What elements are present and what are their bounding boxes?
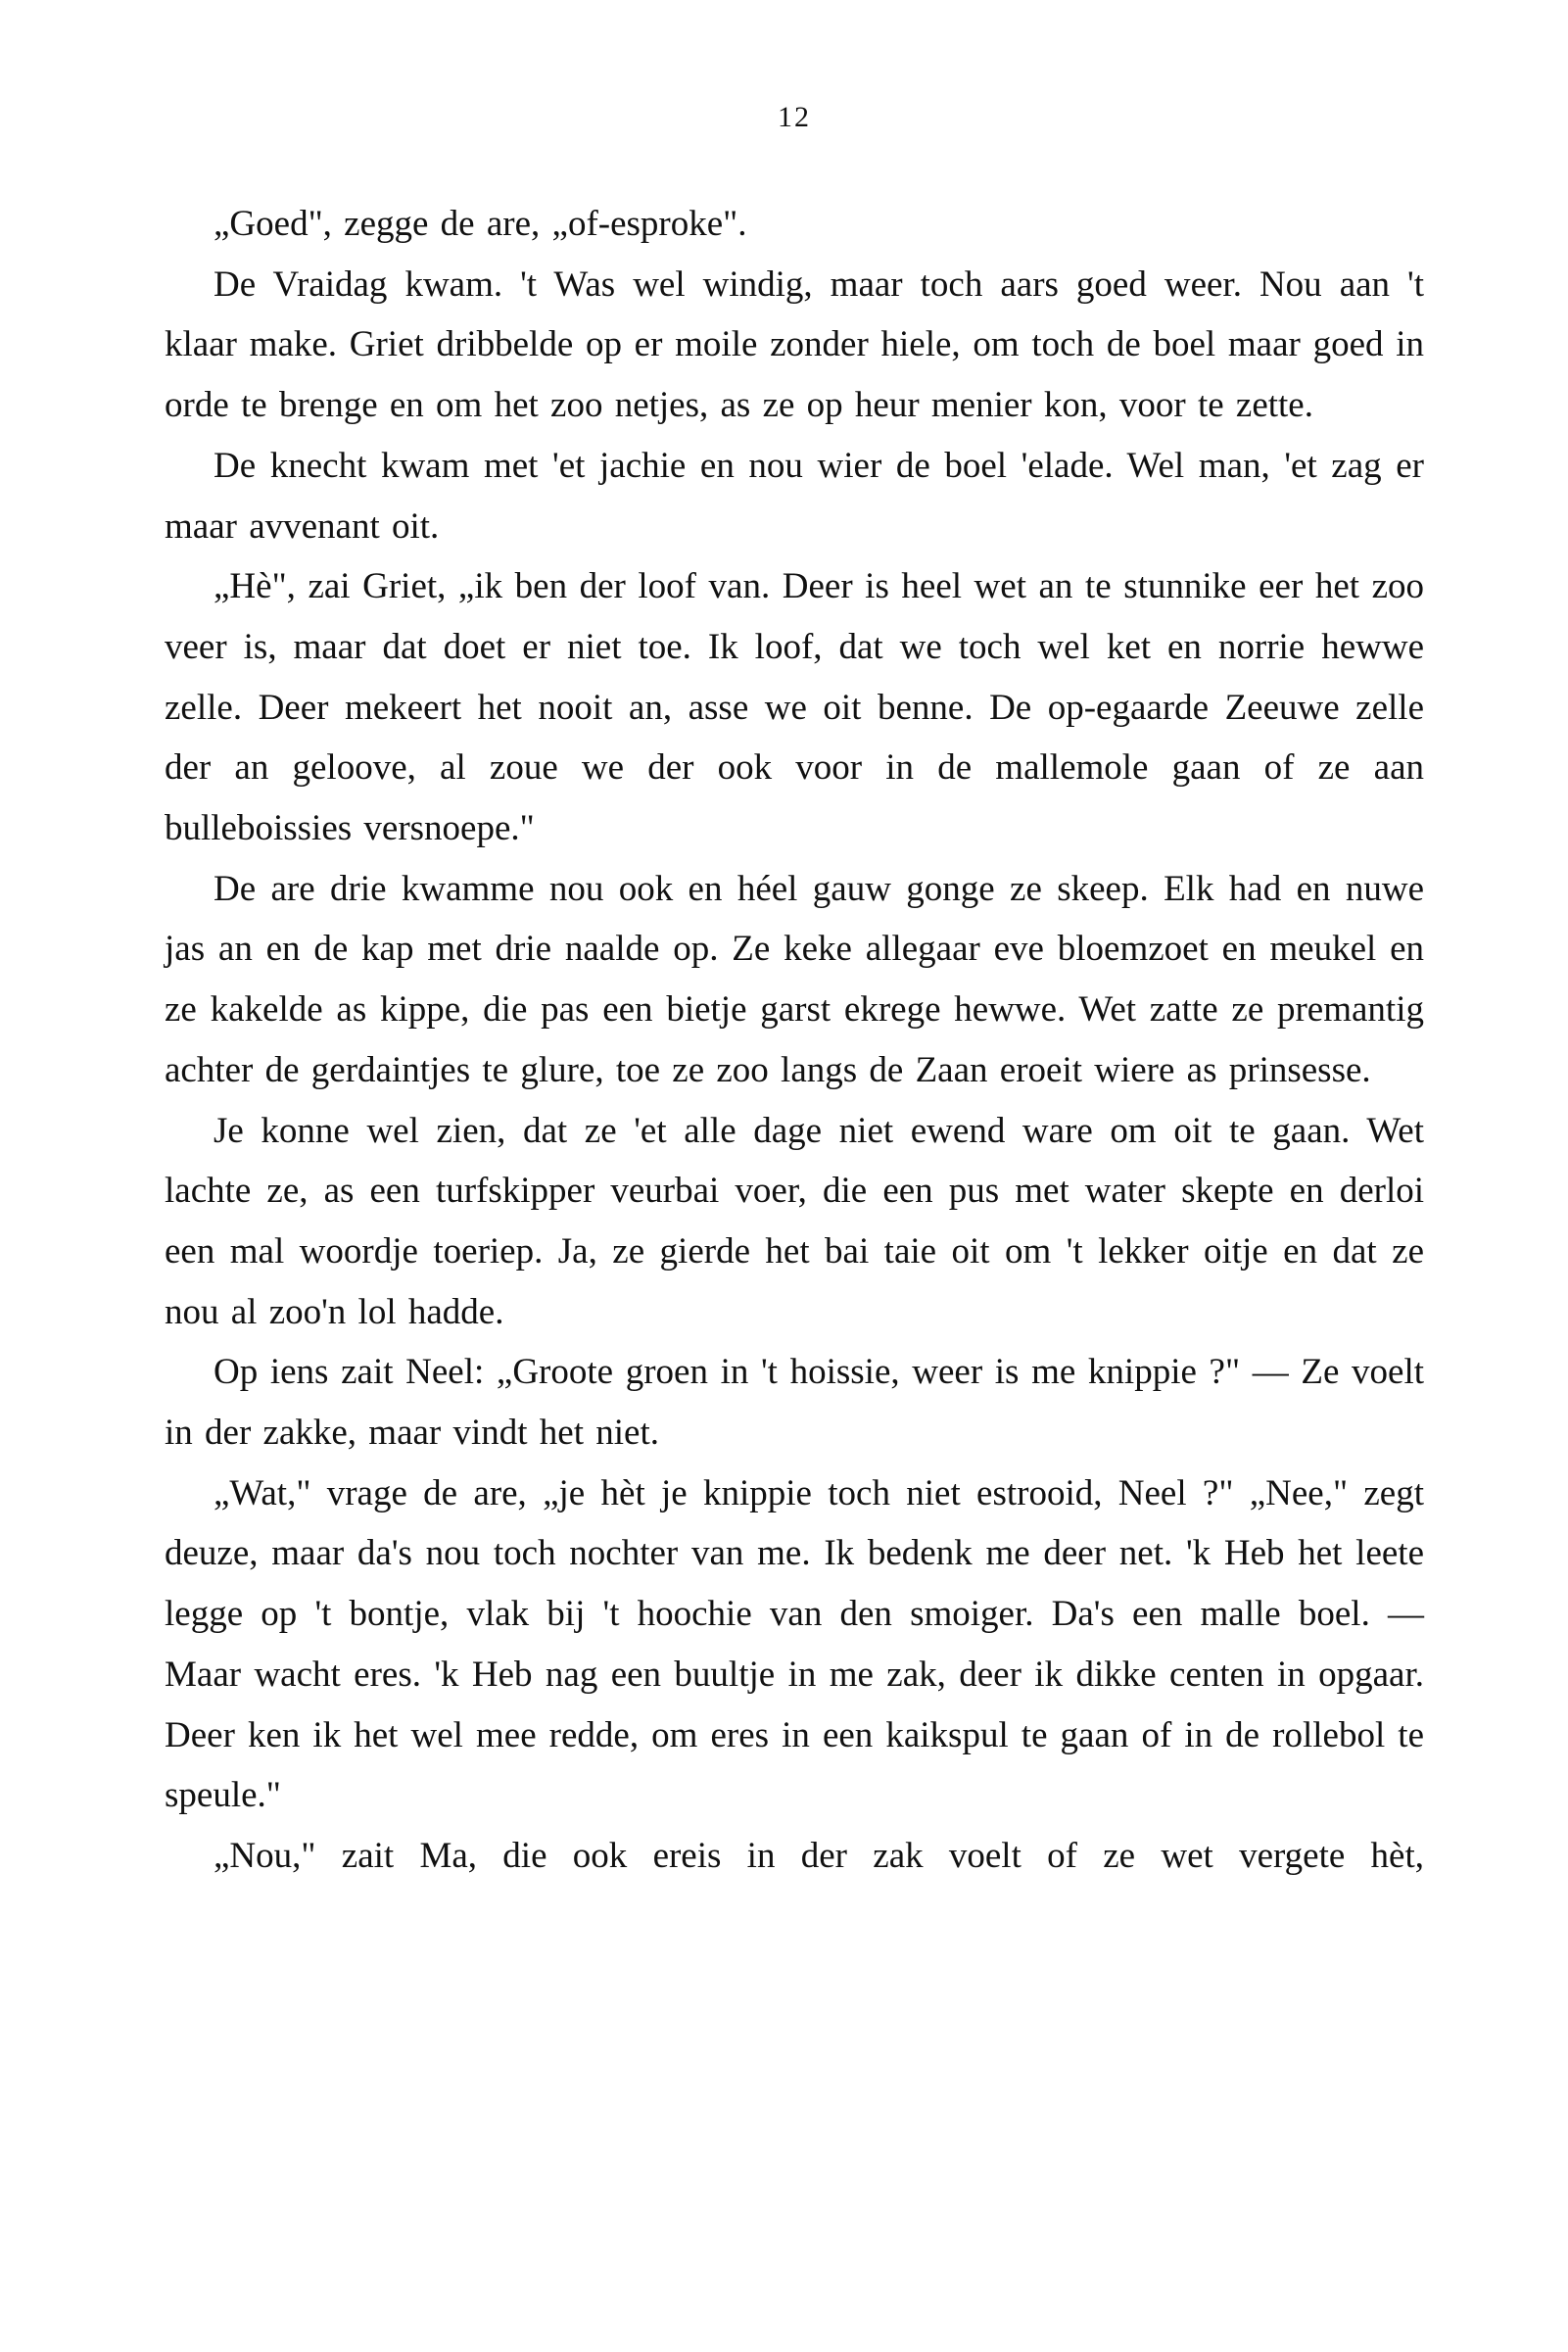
paragraph: „Wat," vrage de are, „je hèt je knippie toch niet estrooid, Neel ?" „Nee," zegt deuze, maar da's nou toch nochter van me. Ik bedenk me deer net. 'k Heb het leete legge op 't bontje, vlak bij 't hoochie van den smoiger. Da's een malle boel. — Maar wacht eres. 'k Heb nag een buultje in me zak, deer ik dikke centen in opgaar. Deer ken ik het wel mee redde, om eres in een kaikspul te gaan of in de rollebol te speule." — [165, 1472, 1424, 1816]
page-number: 12 — [778, 101, 811, 133]
paragraph: De are drie kwamme nou ook en héel gauw gonge ze skeep. Elk had en nuwe jas an en de kap met drie naalde op. Ze keke allegaar eve bloemzoet en meukel en ze kakelde as kippe, die pas een bietje garst ekrege hewwe. Wet zatte ze premantig achter de gerdaintjes te glure, toe ze zoo langs de Zaan eroeit wiere as prinsesse. — [165, 868, 1424, 1090]
paragraph: De knecht kwam met 'et jachie en nou wier de boel 'elade. Wel man, 'et zag er maar avvenant oit. — [165, 445, 1424, 547]
paragraph: „Nou," zait Ma, die ook ereis in der zak voelt of ze wet vergete hèt, — [214, 1835, 1424, 1876]
paragraph: De Vraidag kwam. 't Was wel windig, maar toch aars goed weer. Nou aan 't klaar make. Griet dribbelde op er moile zonder hiele, om toch de boel maar goed in orde te brenge en om het zoo netjes, as ze op heur menier kon, voor te zette. — [165, 264, 1424, 426]
paragraph: Je konne wel zien, dat ze 'et alle dage niet ewend ware om oit te gaan. Wet lachte ze, as een turfskipper veurbai voer, die een pus met water skepte en derloi een mal woordje toeriep. Ja, ze gierde het bai taie oit om 't lekker oitje en dat ze nou al zoo'n lol hadde. — [165, 1110, 1424, 1332]
paragraph: „Goed", zegge de are, „of-esproke". — [214, 204, 747, 244]
book-page — [165, 98, 1424, 1887]
paragraph: Op iens zait Neel: „Groote groen in 't hoissie, weer is me knippie ?" — Ze voelt in der zakke, maar vindt het niet. — [165, 1352, 1424, 1454]
paragraph: „Hè", zai Griet, „ik ben der loof van. Deer is heel wet an te stunnike eer het zoo veer is, maar dat doet er niet toe. Ik loof, dat we toch wel ket en norrie hewwe zelle. Deer mekeert het nooit an, asse we oit benne. De op-egaarde Zeeuwe zelle der an geloove, al zoue we der ook voor in de mallemole gaan of ze aan bulleboissies versnoepe." — [165, 566, 1424, 849]
